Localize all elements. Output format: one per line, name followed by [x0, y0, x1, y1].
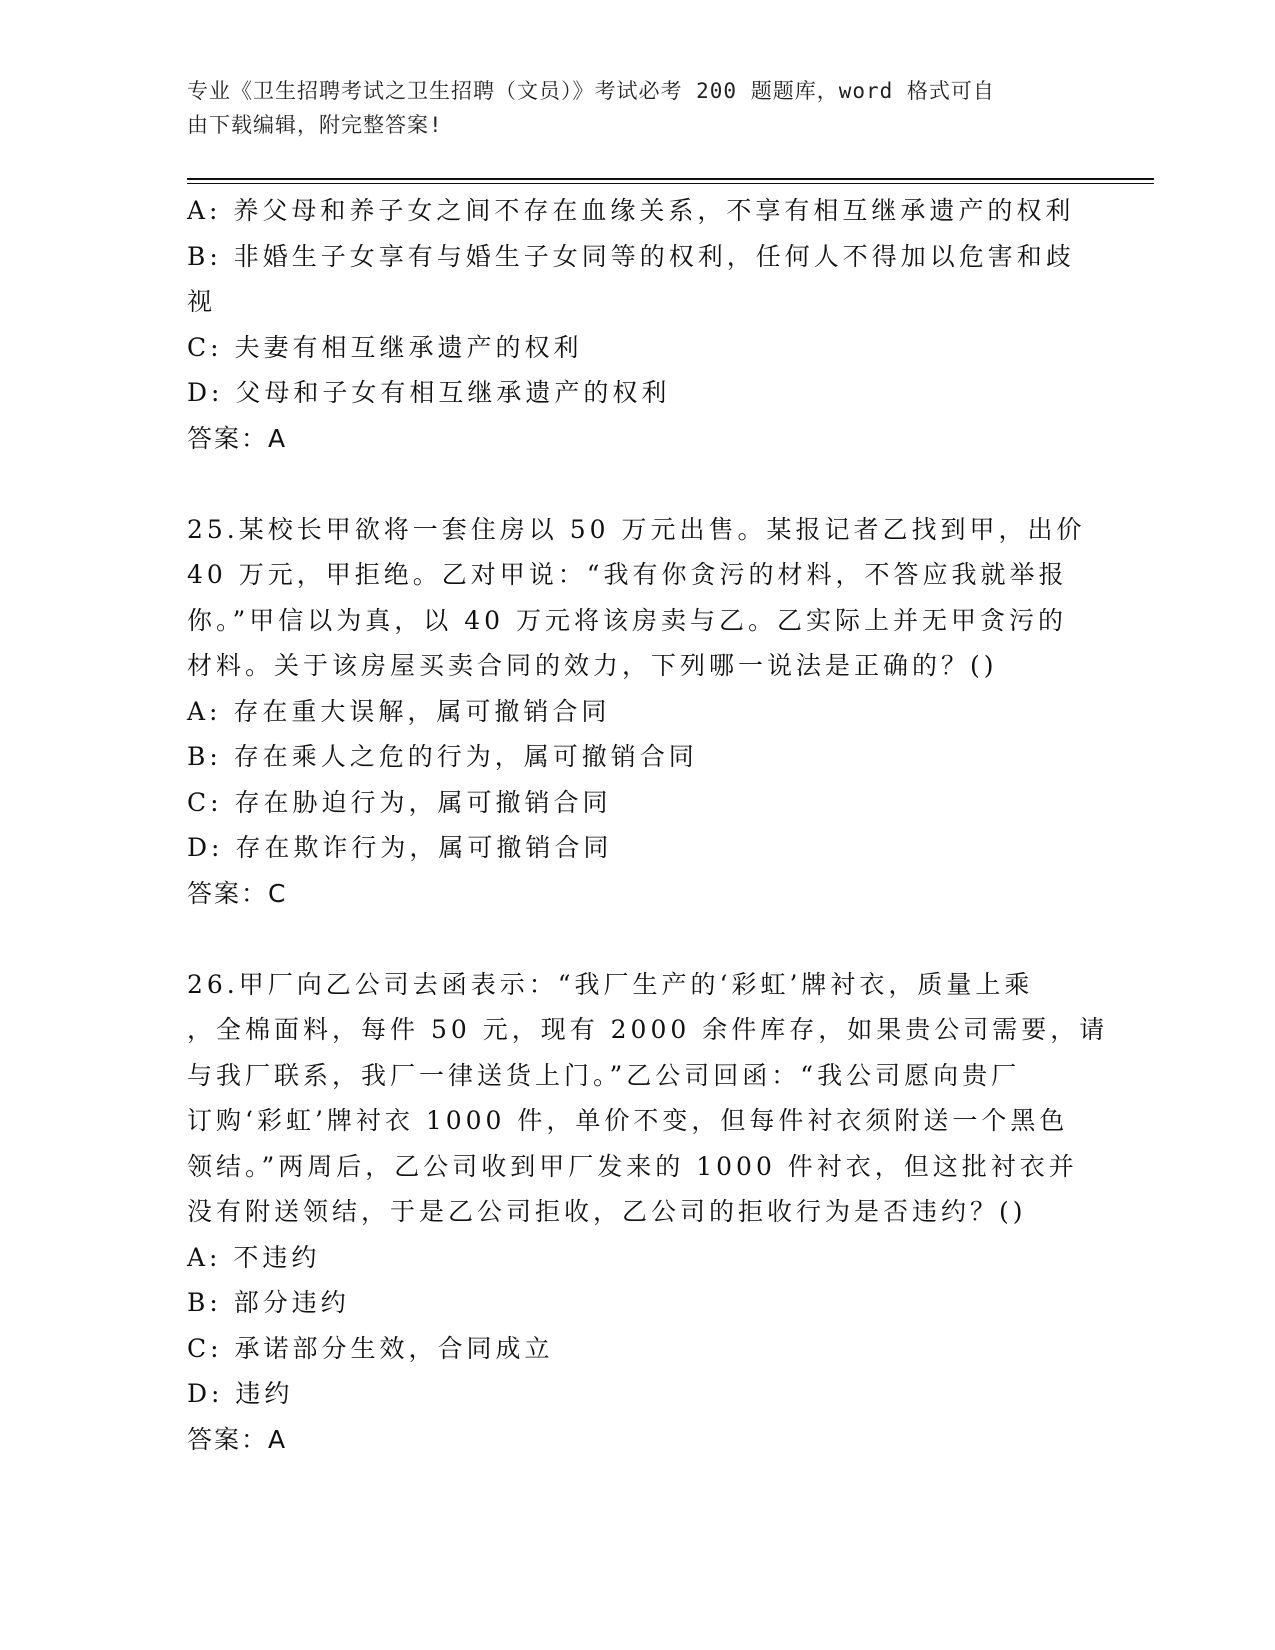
- q24-option-d: D: 父母和子女有相互继承遗产的权利: [187, 378, 671, 407]
- q24-option-c: C: 夫妻有相互继承遗产的权利: [187, 332, 583, 362]
- question-26-block: [187, 962, 1109, 1463]
- q25-stem-line-1: 25.某校长甲欲将一套住房以 50 万元出售。某报记者乙找到甲，出价: [187, 514, 1086, 544]
- q24-option-b-line-2: 视: [187, 287, 217, 316]
- q26-option-b: B: 部分违约: [187, 1288, 350, 1317]
- q26-stem-line-5: 领结。”两周后，乙公司收到甲厂发来的 1000 件衬衣，但这批衬衣并: [187, 1151, 1078, 1181]
- header-divider-thick: [187, 178, 1154, 180]
- q24-option-b-line-1: B: 非婚生子女享有与婚生子女同等的权利，任何人不得加以危害和歧: [187, 241, 1075, 271]
- q26-answer: 答案：A: [187, 1424, 288, 1454]
- question-25-block: [187, 507, 1086, 917]
- q25-option-c: C: 存在胁迫行为，属可撤销合同: [187, 787, 612, 817]
- question-24-block: [187, 188, 1077, 461]
- q24-answer: 答案：A: [187, 423, 288, 453]
- question-content: [187, 188, 1109, 1462]
- q24-option-a: A: 养父母和养子女之间不存在血缘关系，不享有相互继承遗产的权利: [187, 196, 1075, 225]
- q25-option-b: B: 存在乘人之危的行为，属可撤销合同: [187, 742, 698, 771]
- page-header: [187, 74, 1067, 142]
- q25-option-d: D: 存在欺诈行为，属可撤销合同: [187, 833, 613, 862]
- q25-stem-line-3: 你。”甲信以为真，以 40 万元将该房卖与乙。乙实际上并无甲贪污的: [187, 605, 1067, 635]
- q25-stem-line-4: 材料。关于该房屋买卖合同的效力，下列哪一说法是正确的？(): [187, 651, 998, 680]
- q26-stem-line-6: 没有附送领结，于是乙公司拒收，乙公司的拒收行为是否违约？(): [187, 1197, 1027, 1226]
- q26-stem-line-1: 26.甲厂向乙公司去函表示：“我厂生产的‘彩虹’牌衬衣，质量上乘: [187, 969, 1034, 999]
- q26-option-c: C: 承诺部分生效，合同成立: [187, 1333, 554, 1363]
- q25-option-a: A: 存在重大误解，属可撤销合同: [187, 696, 611, 726]
- q26-stem-line-3: 与我厂联系，我厂一律送货上门。”乙公司回函：“我公司愿向贵厂: [187, 1060, 1021, 1090]
- header-line-1: 专业《卫生招聘考试之卫生招聘（文员）》考试必考 200 题题库，word 格式可自: [187, 79, 995, 103]
- spacer: [187, 461, 1077, 507]
- q26-option-d: D: 违约: [187, 1379, 294, 1408]
- q26-stem-line-4: 订购‘彩虹’牌衬衣 1000 件，单价不变，但每件衬衣须附送一个黑色: [187, 1106, 1069, 1135]
- q25-answer: 答案：C: [187, 878, 288, 908]
- spacer: [187, 916, 1077, 962]
- q26-stem-line-2: ，全棉面料，每件 50 元，现有 2000 余件库存，如果贵公司需要，请: [187, 1015, 1109, 1044]
- header-line-2: 由下载编辑，附完整答案!: [187, 113, 443, 137]
- q25-stem-line-2: 40 万元，甲拒绝。乙对甲说：“我有你贪污的材料，不答应我就举报: [187, 560, 1068, 589]
- q26-option-a: A: 不违约: [187, 1242, 321, 1272]
- header-divider-thin: [187, 183, 1154, 184]
